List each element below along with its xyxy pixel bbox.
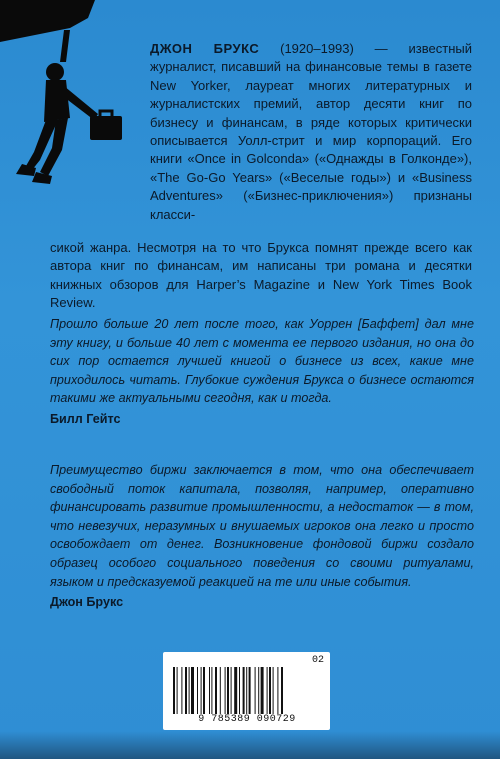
author-name: ДЖОН БРУКС <box>150 41 260 56</box>
author-bio-text: (1920–1993) — известный журналист, писавший на финансовые темы в газете New Yorker, лауреат многих литературных и журналистских премий, автор десяти книг по бизнесу и финансам, в ряде которых критически описывается Уолл-стрит и мир корпораций. Его книги «Once in Golconda» («Однажды в Голконде»), «The Go-Go Years» («Веселые годы») и «Business Adventures» («Бизнес-приключения») признаны класси- <box>150 41 472 222</box>
barcode-addon-code: 02 <box>311 655 324 666</box>
barcode-bars-icon <box>173 667 321 714</box>
quote-text: Преимущество биржи заключается в том, что она обеспечивает свободный поток капитала, позволяя, например, оперативно финансировать развитие промышленности, а недостаток — в том, что невезучих, неразумных и внушаемых игроков она легко и просто освобождает от денег. Возникновение фондовой биржи создало образец особого социального поведения со своими ритуалами, языком и предсказуемой реакцией на те или иные события. <box>50 463 474 589</box>
barcode-number: 9 785389 090729 <box>198 714 296 725</box>
author-bio-continuation: сикой жанра. Несмотря на то что Брукса помнят прежде всего как автора книг по финансам, им написаны три романа и десятки книжных обзоров для Harper’s Magazine и New York Times Book Review. <box>50 240 472 311</box>
isbn-barcode <box>163 652 330 730</box>
quote-bill-gates <box>50 315 474 429</box>
quote-author: Билл Гейтс <box>50 411 121 426</box>
quote-author: Джон Брукс <box>50 595 124 610</box>
quote-john-brooks <box>50 461 474 612</box>
author-bio <box>150 40 472 224</box>
quote-text: Прошло больше 20 лет после того, как Уоррен [Баффет] дал мне эту книгу, и больше 40 лет с момента ее первого издания, но она до сих пор остается лучшей книгой о бизнесе из всех, какие мне приходилось читать. Глубокие суждения Брукса о бизнесе остаются такими же актуальными сегодня, как и тогда. <box>50 317 474 406</box>
climber-silhouette-icon <box>0 0 135 190</box>
